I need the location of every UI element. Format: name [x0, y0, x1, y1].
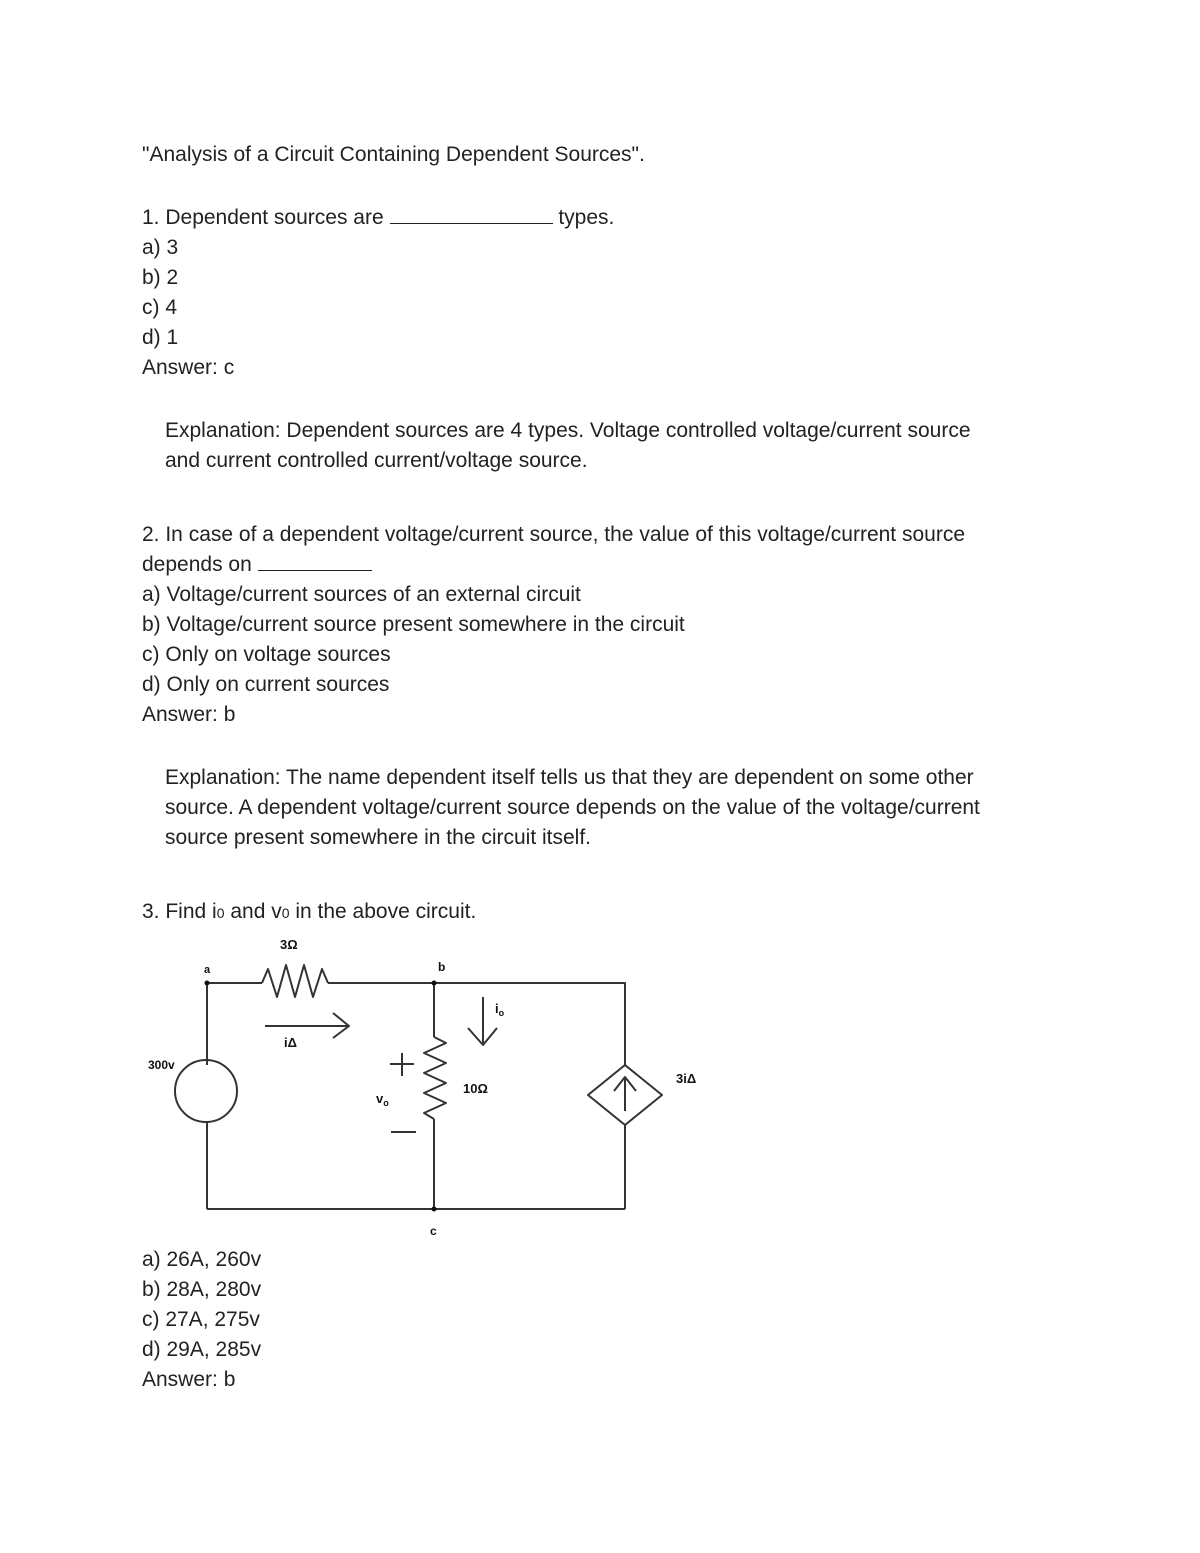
q2-explanation-line-3: source present somewhere in the circuit itself. — [165, 826, 592, 849]
vo-main: v — [376, 1091, 384, 1106]
question-1 — [142, 203, 614, 233]
question-3-text: 3. Find i — [142, 900, 217, 923]
voltage-source-300v — [175, 1060, 237, 1122]
answer-blank — [258, 552, 372, 571]
question-3-text-end: in the above circuit. — [289, 900, 477, 923]
plus-sign — [390, 1053, 414, 1076]
r1-label: 3Ω — [280, 937, 298, 952]
q2-option-a: a) Voltage/current sources of an external circuit — [142, 583, 581, 606]
q2-explanation-line-1: Explanation: The name dependent itself tells us that they are dependent on some other — [165, 766, 974, 789]
node-c-dot — [432, 1207, 437, 1212]
question-3-text-mid: and v — [224, 900, 282, 923]
q1-answer: Answer: c — [142, 356, 235, 379]
subscript: 0 — [281, 905, 290, 921]
arrow-right-icon — [265, 1013, 349, 1038]
circuit-diagram — [140, 925, 720, 1245]
question-3 — [142, 897, 476, 928]
io-label — [495, 1001, 505, 1018]
q2-option-c: c) Only on voltage sources — [142, 643, 391, 666]
question-2-line-2 — [142, 550, 372, 580]
question-1-suffix: types. — [558, 206, 615, 229]
i-delta-label: iΔ — [284, 1035, 297, 1050]
q3-option-c: c) 27A, 275v — [142, 1308, 260, 1331]
io-main: i — [495, 1001, 499, 1016]
q3-answer: Answer: b — [142, 1368, 236, 1391]
q1-explanation-line-2: and current controlled current/voltage source. — [165, 449, 588, 472]
io-subscript: o — [498, 1008, 505, 1018]
q2-option-d: d) Only on current sources — [142, 673, 390, 696]
node-a-label: a — [204, 964, 211, 976]
q1-option-c: c) 4 — [142, 296, 178, 319]
vo-label — [376, 1091, 389, 1108]
node-b-label: b — [438, 960, 446, 974]
q2-option-b: b) Voltage/current source present somewhere in the circuit — [142, 613, 685, 636]
resistor-10ohm — [424, 1037, 446, 1119]
subscript: 0 — [216, 905, 225, 921]
node-c-label: c — [430, 1224, 437, 1238]
q2-answer: Answer: b — [142, 703, 236, 726]
question-1-text: 1. Dependent sources are — [142, 206, 384, 229]
q2-explanation-line-2: source. A dependent voltage/current source depends on the value of the voltage/current — [165, 796, 980, 819]
question-2-text: depends on — [142, 553, 252, 576]
q1-option-a: a) 3 — [142, 236, 179, 259]
q1-explanation-line-1: Explanation: Dependent sources are 4 types. Voltage controlled voltage/current source — [165, 419, 971, 442]
arrow-up-icon — [614, 1077, 636, 1111]
resistor-3ohm — [262, 965, 328, 997]
source-300v-label: 300v — [148, 1058, 175, 1072]
q1-option-d: d) 1 — [142, 326, 179, 349]
arrow-down-icon — [468, 997, 497, 1045]
node-b-dot — [432, 981, 437, 986]
answer-blank — [390, 205, 553, 224]
r2-label: 10Ω — [463, 1081, 488, 1096]
vo-subscript: o — [383, 1098, 389, 1108]
q3-option-a: a) 26A, 260v — [142, 1248, 262, 1271]
q1-option-b: b) 2 — [142, 266, 179, 289]
wire-top-right — [434, 983, 625, 1065]
q3-option-d: d) 29A, 285v — [142, 1338, 262, 1361]
dep-source-label: 3iΔ — [676, 1071, 697, 1086]
document-title: "Analysis of a Circuit Containing Dependent Sources". — [142, 143, 645, 166]
node-a-dot — [205, 981, 210, 986]
question-2-line-1: 2. In case of a dependent voltage/current source, the value of this voltage/current source — [142, 523, 965, 546]
q3-option-b: b) 28A, 280v — [142, 1278, 262, 1301]
